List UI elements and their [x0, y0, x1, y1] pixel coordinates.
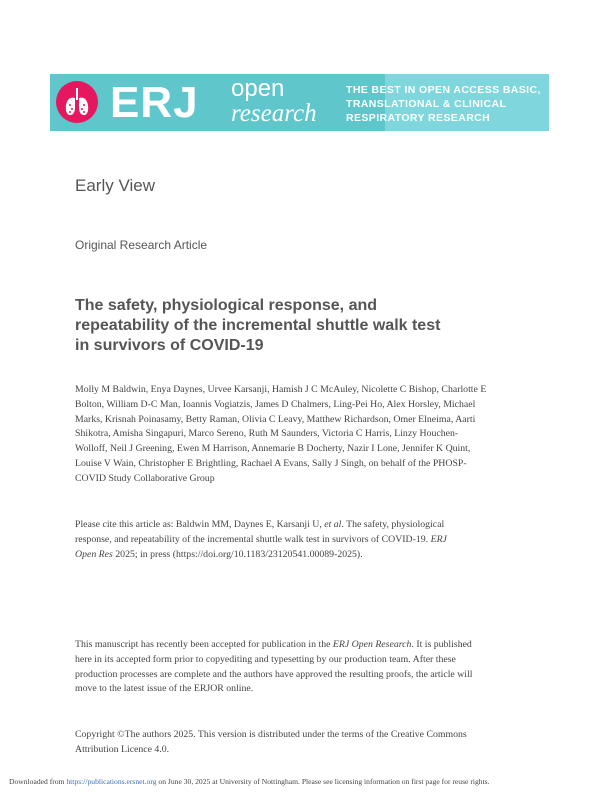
citation-line: [75, 548, 531, 563]
author-line: Shikotra, Amisha Singapuri, Marco Sereno, Ruth M Saunders, Victoria C Harris, Linzy Houchen-: [75, 428, 459, 440]
tagline-line: RESPIRATORY RESEARCH: [346, 112, 491, 124]
author-list: [75, 383, 531, 487]
notice-line: here in its accepted form prior to copyediting and typesetting by our production team. After these: [75, 653, 456, 665]
banner-brand-area: [50, 74, 385, 131]
author-line: COVID Study Collaborative Group: [75, 472, 215, 484]
citation-etal: et al: [324, 519, 342, 530]
notice-line: move to the latest issue of the ERJOR online.: [75, 683, 254, 695]
title-line: repeatability of the incremental shuttle walk test: [75, 317, 441, 334]
citation-text: response, and repeatability of the incremental shuttle walk test in survivors of COVID-19.: [75, 533, 431, 545]
copyright-line: Copyright ©The authors 2025. This version is distributed under the terms of the Creative Commons: [75, 729, 467, 740]
footer-text: on June 30, 2025 at University of Nottingham. Please see licensing information on first page for reuse rights.: [156, 777, 490, 786]
citation-journal: ERJ: [430, 533, 447, 545]
article-title: [75, 296, 495, 356]
author-line: Bolton, William D-C Man, Ioannis Vogiatzis, James D Chalmers, Ling-Pei Ho, Alex Horsley, Michael: [75, 398, 476, 410]
lungs-icon: [56, 81, 98, 123]
brand-open: open: [231, 75, 285, 102]
citation-line: [75, 533, 531, 548]
citation-line: [75, 518, 531, 533]
author-line: Louise V Wain, Christopher E Brightling, Rachael A Evans, Sally J Singh, on behalf of the PHOSP-: [75, 457, 467, 469]
notice-text: . It is published: [411, 639, 472, 650]
citation-journal: Open Res: [75, 548, 113, 560]
tagline-line: THE BEST IN OPEN ACCESS BASIC,: [346, 84, 541, 96]
author-line: Molly M Baldwin, Enya Daynes, Urvee Karsanji, Hamish J C McAuley, Nicolette C Bishop, Charlotte E: [75, 384, 487, 395]
copyright-notice: [75, 728, 531, 758]
journal-banner: [50, 74, 549, 131]
title-line: in survivors of COVID-19: [75, 337, 264, 354]
citation-text: . The safety, physiological: [341, 519, 445, 530]
manuscript-notice: [75, 638, 531, 697]
footer-text: Downloaded from: [9, 777, 67, 786]
notice-line: production processes are complete and the authors have approved the resulting proofs, the article will: [75, 668, 473, 680]
notice-journal: ERJ Open Research: [332, 639, 412, 650]
brand-name: ERJ: [110, 78, 199, 127]
article-type: Original Research Article: [75, 238, 208, 252]
tagline-line: TRANSLATIONAL & CLINICAL: [346, 98, 507, 110]
publisher-link[interactable]: https://publications.ersnet.org: [66, 777, 157, 786]
citation-doi: 2025; in press (https://doi.org/10.1183/23120541.00089-2025).: [112, 548, 363, 560]
banner-tagline: [346, 83, 546, 125]
download-footer: [9, 777, 589, 786]
citation-text: Please cite this article as: Baldwin MM, Daynes E, Karsanji U,: [75, 519, 325, 530]
author-line: Marks, Krisnah Poinasamy, Betty Raman, Olivia C Leavy, Matthew Richardson, Omer Elneima, Aarti: [75, 413, 476, 425]
copyright-line: Attribution Licence 4.0.: [75, 743, 170, 755]
notice-line: [75, 638, 531, 653]
citation-paragraph: [75, 518, 531, 562]
brand-research: research: [231, 100, 317, 127]
author-line: Wolloff, Neil J Greening, Ewen M Harrison, Annemarie B Docherty, Nazir I Lone, Jennifer K Quint,: [75, 443, 471, 455]
early-view-heading: Early View: [75, 176, 155, 195]
title-line: The safety, physiological response, and: [75, 297, 378, 314]
notice-text: This manuscript has recently been accepted for publication in the: [75, 639, 333, 650]
